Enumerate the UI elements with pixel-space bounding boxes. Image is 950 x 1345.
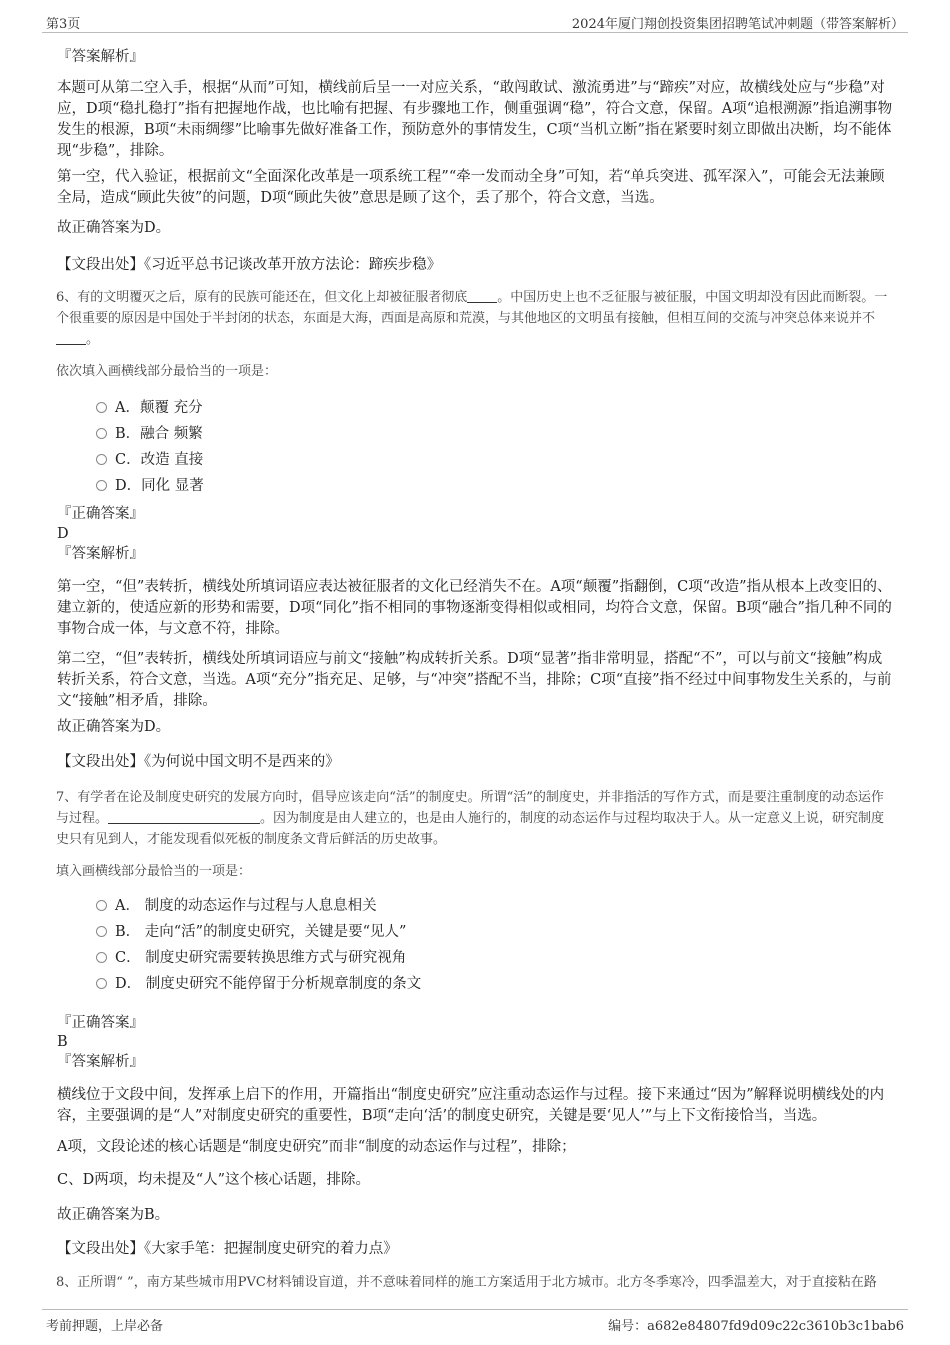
radio-icon[interactable] — [96, 978, 107, 989]
q7-analysis-label: 『答案解析』 — [57, 1054, 144, 1070]
radio-icon[interactable] — [96, 952, 107, 963]
q7-analysis-p1: 横线位于文段中间，发挥承上启下的作用，开篇指出“制度史研究”应注重动态运作与过程。接下来通过“因为”解释说明横线处的内容，主要强调的是“人”对制度史研究的重要性，B项“走向‘活’的制度史研究，关键是要‘见人’”与上下文衔接恰当，当选。 — [57, 1087, 885, 1124]
radio-icon[interactable] — [96, 900, 107, 911]
blank-line — [56, 330, 86, 345]
q6-correct-label: 『正确答案』 — [57, 506, 144, 522]
q8-stem: 8、正所谓“ ”，南方某些城市用PVC材料铺设盲道，并不意味着同样的施工方案适用于北方城市。北方冬季寒冷，四季温差大，对于直接粘在路 — [56, 1275, 877, 1290]
q5-analysis-p2: 第一空，代入验证，根据前文“全面深化改革是一项系统工程”“牵一发而动全身”可知，若“单兵突进、孤军深入”，可能会无法兼顾全局，造成“顾此失彼”的问题，D项“顾此失彼”意思是顾了这个，丢了那个，符合文意，当选。 — [57, 169, 885, 206]
page-footer — [42, 1309, 908, 1332]
q7-option-a[interactable]: A． 制度的动态运作与过程与人息息相关 — [96, 896, 377, 916]
q5-analysis-label: 『答案解析』 — [57, 49, 144, 65]
q7-correct-label: 『正确答案』 — [57, 1015, 144, 1031]
q5-conclusion: 故正确答案为D。 — [57, 220, 171, 236]
q6-option-c[interactable]: C．改造 直接 — [96, 450, 203, 470]
radio-icon[interactable] — [96, 454, 107, 465]
radio-icon[interactable] — [96, 926, 107, 937]
q7-stem: 7、有学者在论及制度史研究的发展方向时，倡导应该走向“活”的制度史。所谓“活”的制度史，并非指活的写作方式，而是要注重制度的动态运作与过程。 。因为制度是由人建立的，也是由人施行的，制度的动态运作与过程均取决于人。从一定意义上说，研究制度史只有见到人，才能发现看似死板的制度条文背后鲜活的历史故事。 — [56, 790, 885, 847]
q6-correct-answer: D — [57, 526, 69, 542]
radio-icon[interactable] — [96, 402, 107, 413]
q7-option-c[interactable]: C． 制度史研究需要转换思维方式与研究视角 — [96, 948, 406, 968]
q7-analysis-p2: A项，文段论述的核心话题是“制度史研究”而非“制度的动态运作与过程”，排除； — [57, 1139, 576, 1155]
q6-analysis-label: 『答案解析』 — [57, 546, 144, 562]
blank-line — [467, 288, 497, 303]
q7-source: 【文段出处】《大家手笔：把握制度史研究的着力点》 — [57, 1241, 398, 1257]
q7-conclusion: 故正确答案为B。 — [57, 1207, 170, 1223]
footer-slogan: 考前押题，上岸必备 — [46, 1319, 164, 1334]
document-title: 2024年厦门翔创投资集团招聘笔试冲刺题（带答案解析） — [571, 17, 904, 32]
q5-analysis-p1: 本题可从第二空入手，根据“从而”可知，横线前后呈一一对应关系，“敢闯敢试、激流勇进”与“蹄疾”对应，故横线处应与“步稳”对应，D项“稳扎稳打”指有把握地作战，也比喻有把握、有步骤地工作，侧重强调“稳”，符合文意，保留。A项“追根溯源”指追溯事物发生的根源，B项“未雨绸缪”比喻事先做好准备工作，预防意外的事情发生，C项“当机立断”指在紧要时刻立即做出决断，均不能体现“步稳”，排除。 — [57, 80, 893, 159]
document-code: 编号：a682e84807fd9d09c22c3610b3c1bab6 — [608, 1319, 904, 1334]
q7-analysis-p3: C、D两项，均未提及“人”这个核心话题，排除。 — [57, 1172, 371, 1188]
radio-icon[interactable] — [96, 480, 107, 491]
q6-stem: 6、有的文明覆灭之后，原有的民族可能还在，但文化上却被征服者彻底 。中国历史上也不乏征服与被征服，中国文明却没有因此而断裂。一个很重要的原因是中国处于半封闭的状态，东面是大海，西面是高原和荒漠，与其他地区的文明虽有接触，但相互间的交流与冲突总体来说并不。 — [56, 290, 888, 347]
q7-option-d[interactable]: D． 制度史研究不能停留于分析规章制度的条文 — [96, 974, 421, 994]
blank-line — [108, 809, 260, 824]
q6-source: 【文段出处】《为何说中国文明不是西来的》 — [57, 754, 340, 770]
q6-analysis-p1: 第一空，“但”表转折，横线处所填词语应表达被征服者的文化已经消失不在。A项“颠覆”指翻倒，C项“改造”指从根本上改变旧的、建立新的，使适应新的形势和需要，D项“同化”指不相同的事物逐渐变得相似或相同，均符合文意，保留。B项“融合”指几种不同的事物合成一体，与文意不符，排除。 — [57, 579, 892, 637]
radio-icon[interactable] — [96, 428, 107, 439]
q6-analysis-p2: 第二空，“但”表转折，横线处所填词语应与前文“接触”构成转折关系。D项“显著”指非常明显，搭配“不”，可以与前文“接触”构成转折关系，符合文意，当选。A项“充分”指充足、足够，与“冲突”搭配不当，排除；C项“直接”指不经过中间事物发生关系的，与前文“接触”相矛盾，排除。 — [57, 651, 892, 709]
q6-option-a[interactable]: A．颠覆 充分 — [96, 398, 203, 418]
q7-prompt: 填入画横线部分最恰当的一项是： — [56, 864, 252, 879]
q6-option-b[interactable]: B．融合 频繁 — [96, 424, 203, 444]
page-number: 第3页 — [46, 17, 81, 32]
q6-option-d[interactable]: D．同化 显著 — [96, 476, 204, 496]
q6-conclusion: 故正确答案为D。 — [57, 719, 171, 735]
q7-correct-answer: B — [57, 1034, 68, 1050]
page-header — [42, 12, 908, 33]
q6-prompt: 依次填入画横线部分最恰当的一项是： — [56, 364, 278, 379]
q5-source: 【文段出处】《习近平总书记谈改革开放方法论：蹄疾步稳》 — [57, 257, 442, 273]
q7-option-b[interactable]: B． 走向“活”的制度史研究，关键是要“见人” — [96, 922, 406, 942]
